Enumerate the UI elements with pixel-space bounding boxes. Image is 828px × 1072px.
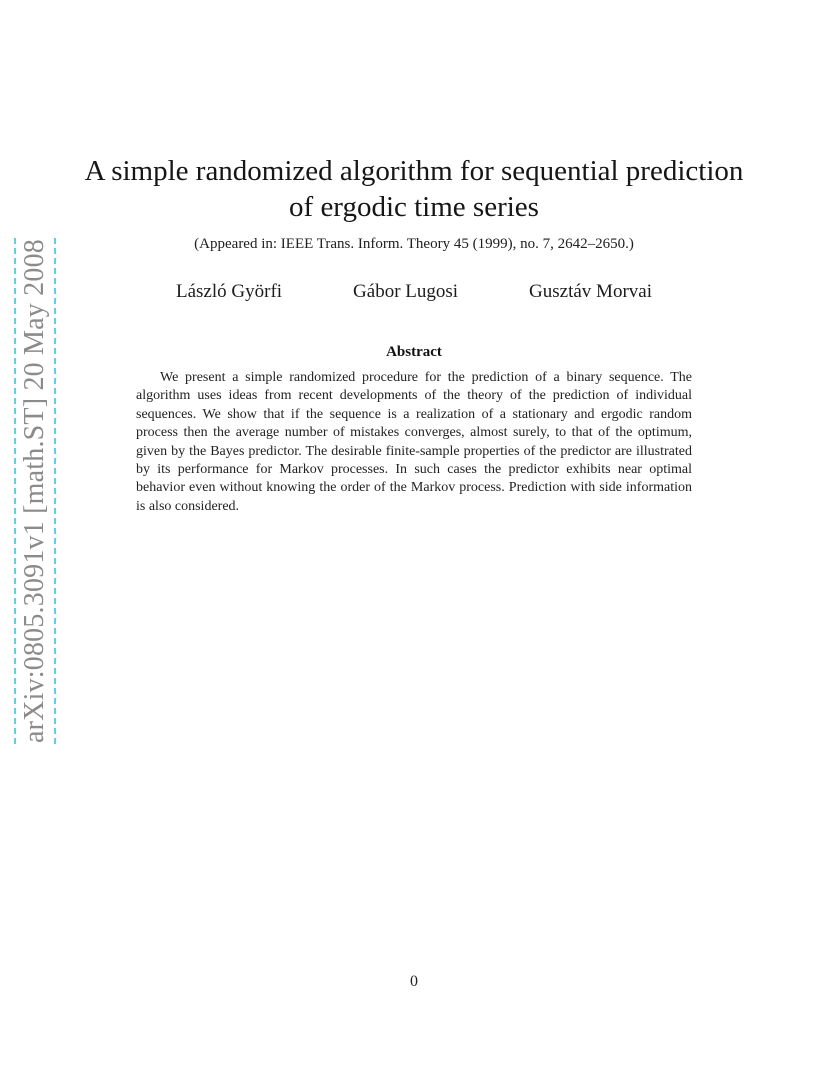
abstract-body bbox=[136, 369, 692, 516]
abstract-paragraph: We present a simple randomized procedure for the prediction of a binary sequence. The algorithm uses ideas from recent developments of the theory of the prediction of individual sequences. We show that if the sequence is a realization of a stationary and ergodic random process then the average number of mistakes converges, almost surely, to that of the optimum, given by the Bayes predictor. The desirable finite-sample properties of the predictor are illustrated by its performance for Markov processes. In such cases the predictor exhibits near optimal behavior even without knowing the order of the Markov process. Prediction with side information is also considered. bbox=[136, 370, 692, 514]
abstract-heading: Abstract bbox=[386, 344, 442, 360]
author-name: Gábor Lugosi bbox=[353, 281, 459, 302]
arxiv-side-stamp bbox=[14, 238, 56, 744]
page-number: 0 bbox=[410, 973, 418, 990]
author-name: Gusztáv Morvai bbox=[529, 281, 652, 302]
paper-title-line-1: A simple randomized algorithm for sequential prediction bbox=[84, 155, 744, 187]
paper-title bbox=[84, 153, 744, 225]
author-list bbox=[176, 280, 652, 304]
author-name: László Györfi bbox=[176, 281, 283, 302]
publication-note: (Appeared in: IEEE Trans. Inform. Theory 45 (1999), no. 7, 2642–2650.) bbox=[194, 236, 634, 252]
arxiv-identifier: arXiv:0805.3091v1 [math.ST] 20 May 2008 bbox=[19, 239, 50, 743]
paper-title-line-2: of ergodic time series bbox=[289, 191, 539, 223]
